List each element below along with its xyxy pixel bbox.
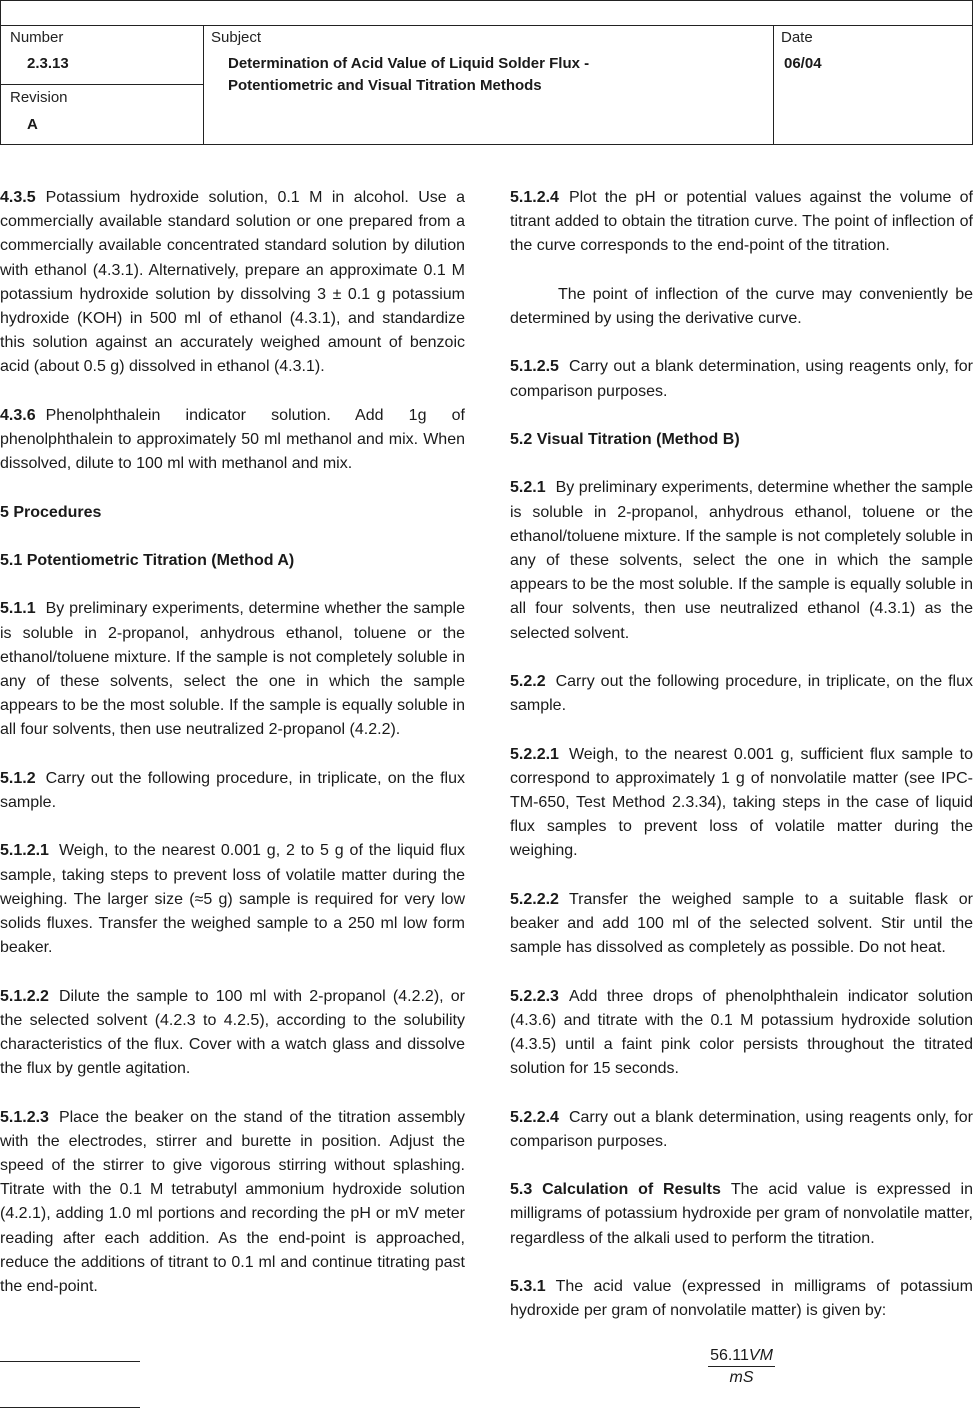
paragraph-number: 5.2.2.3	[510, 987, 559, 1005]
paragraph: The point of inflection of the curve may conveniently be determined by using the derivative curve.	[510, 285, 973, 327]
numbered-paragraph	[510, 670, 973, 718]
paragraph-number: 5.1.2	[0, 769, 36, 787]
numbered-paragraph	[510, 355, 973, 403]
numbered-paragraph	[510, 186, 973, 259]
footnote-rule-1	[0, 1361, 140, 1362]
paragraph-text: Phenolphthalein indicator solution. Add 1g of phenolphthalein to approximately 50 ml methanol and mix. When dissolved, dilute to 100 ml with methanol and mix.	[0, 406, 465, 473]
paragraph-text: Carry out a blank determination, using reagents only, for comparison purposes.	[510, 358, 973, 400]
numbered-paragraph	[510, 1178, 973, 1251]
paragraph-number: 5.1.2.3	[0, 1108, 49, 1126]
formula-numerator	[708, 1346, 775, 1367]
paragraph-text: Plot the pH or potential values against the volume of titrant added to obtain the titration curve. The point of inflection of the curve corresponds to the end-point of the titration.	[510, 189, 973, 255]
paragraph-number: 5.2.2	[510, 672, 546, 690]
fraction	[708, 1346, 775, 1389]
paragraph-number: 5.3 Calculation of Results	[510, 1181, 721, 1199]
date-cell	[774, 25, 974, 145]
paragraph-text: The acid value is expressed in milligrams of potassium hydroxide per gram of nonvolatile matter, regardless of the alkali used to perform the titration.	[510, 1181, 973, 1247]
paragraph-number: 5.2.1	[510, 479, 546, 497]
subject-line-1: Determination of Acid Value of Liquid Solder Flux -	[228, 55, 590, 72]
numbered-paragraph	[0, 985, 465, 1082]
paragraph-text: Dilute the sample to 100 ml with 2-propanol (4.2.2), or the selected solvent (4.2.3 to 4.2.5), according to the solubility characteristics of the flux. Cover with a watch glass and dissolve the flux by gentle agitation.	[0, 987, 465, 1078]
section-heading: 5 Procedures	[0, 503, 102, 521]
numbered-paragraph	[510, 985, 973, 1082]
section-heading: 5.2 Visual Titration (Method B)	[510, 430, 740, 448]
date-value: 06/04	[784, 55, 822, 72]
paragraph-number: 5.1.2.4	[510, 189, 559, 206]
paragraph-text: Potassium hydroxide solution, 0.1 M in alcohol. Use a commercially available standard solution or one prepared from a commercially available concentrated standard solution by dilution with ethanol (4.3.1). Alternatively, prepare an approximate 0.1 M potassium hydroxide solution by dissolving 3 ± 0.1 g potassium hydroxide (KOH) in 500 ml of ethanol (4.3.1), and standardize this solution against an accurately weighed amount of benzoic acid (about 0.5 g) dissolved in ethanol (4.3.1).	[0, 189, 465, 376]
date-label: Date	[781, 29, 813, 46]
paragraph-number: 5.2.2.4	[510, 1108, 559, 1126]
left-column	[0, 186, 465, 1323]
subject-label: Subject	[211, 29, 262, 46]
number-label: Number	[10, 29, 64, 46]
number-cell	[1, 25, 204, 85]
formula-constant: 56.11	[710, 1346, 749, 1364]
numbered-paragraph	[510, 743, 973, 864]
revision-value: A	[27, 116, 38, 133]
paragraph-text: Transfer the weighed sample to a suitable flask or beaker and add 100 ml of the selected solvent. Stir until the sample has dissolved as completely as possible. Do not heat.	[510, 890, 973, 957]
paragraph-text: Place the beaker on the stand of the titration assembly with the electrodes, stirrer and burette in position. Adjust the speed of the stirrer to give vigorous stirring without splashing. Titrate with the 0.1 M tetrabutyl ammonium hydroxide solution (4.2.1), adding 1.0 ml portions and recording the pH or mV meter reading after each addition. As the end-point is approached, reduce the additions of titrant to 0.1 ml and continue titrating past the end-point.	[0, 1108, 465, 1296]
paragraph-number: 5.1.1	[0, 600, 36, 618]
paragraph-number: 4.3.6	[0, 406, 36, 424]
number-value: 2.3.13	[27, 55, 69, 72]
numbered-paragraph	[510, 1275, 973, 1323]
paragraph-number: 5.2.2.2	[510, 890, 559, 908]
subject-line-2: Potentiometric and Visual Titration Methods	[228, 77, 542, 94]
paragraph-number: 5.1.2.2	[0, 987, 49, 1005]
paragraph-text: Carry out a blank determination, using reagents only, for comparison purposes.	[510, 1108, 973, 1150]
acid-value-formula	[510, 1346, 973, 1390]
header-top-bar	[1, 1, 972, 26]
paragraph-text: The acid value (expressed in milligrams of potassium hydroxide per gram of nonvolatile matter) is given by:	[510, 1277, 973, 1320]
numbered-paragraph	[0, 1106, 465, 1300]
paragraph-number: 5.3.1	[510, 1277, 546, 1295]
numbered-paragraph	[510, 1106, 973, 1154]
numbered-paragraph	[0, 186, 465, 380]
paragraph-number: 5.2.2.1	[510, 745, 559, 763]
document-header-table	[0, 0, 973, 145]
paragraph-text: Weigh, to the nearest 0.001 g, sufficient flux sample to correspond to approximately 1 g of nonvolatile matter (see IPC-TM-650, Test Method 2.3.34), taking steps in the case of liquid flux samples to prevent loss of volatile matter during the weighing.	[510, 745, 973, 860]
numbered-paragraph	[0, 767, 465, 815]
paragraph-text: Carry out the following procedure, in triplicate, on the flux sample.	[510, 672, 973, 715]
right-column	[510, 186, 973, 1390]
paragraph-number: 5.1.2.5	[510, 358, 559, 376]
paragraph-text: Add three drops of phenolphthalein indicator solution (4.3.6) and titrate with the 0.1 M potassium hydroxide solution (4.3.5) until a faint pink color persists throughout the titrated solution for 15 seconds.	[510, 987, 973, 1078]
numbered-paragraph	[0, 404, 465, 477]
numbered-paragraph	[0, 597, 465, 742]
paragraph-number: 5.1.2.1	[0, 842, 49, 860]
section-heading: 5.1 Potentiometric Titration (Method A)	[0, 552, 295, 569]
footnote-rule-2	[0, 1407, 140, 1408]
paragraph-number: 4.3.5	[0, 189, 36, 206]
revision-label: Revision	[10, 89, 68, 106]
numbered-paragraph	[510, 476, 973, 645]
numbered-paragraph	[510, 888, 973, 961]
paragraph-text: Weigh, to the nearest 0.001 g, 2 to 5 g of the liquid flux sample, taking steps to prevent loss of volatile matter during the weighing. The larger size (≈5 g) sample is required for very low solids fluxes. Transfer the weighed sample to a 250 ml low form beaker.	[0, 842, 465, 957]
paragraph-text: Carry out the following procedure, in triplicate, on the flux sample.	[0, 769, 465, 811]
formula-variables: VM	[748, 1346, 773, 1364]
revision-cell	[1, 85, 204, 145]
formula-denominator: mS	[729, 1368, 754, 1386]
paragraph-text: By preliminary experiments, determine whether the sample is soluble in 2-propanol, anhydrous ethanol, toluene or the ethanol/toluene mixture. If the sample is not completely soluble in any of these solvents, select the one in which the sample appears to be the most soluble. If the sample is equally soluble in all four solvents, then use neutralized ethanol (4.3.1) as the selected solvent.	[510, 479, 973, 642]
paragraph-text: By preliminary experiments, determine whether the sample is soluble in 2-propanol, anhydrous ethanol, toluene or the ethanol/toluene mixture. If the sample is not completely soluble in any of these solvents, select the one in which the sample appears to be the most soluble. If the sample is equally soluble in all four solvents, then use neutralized 2-propanol (4.2.2).	[0, 600, 465, 739]
numbered-paragraph	[0, 839, 465, 960]
subject-cell	[204, 25, 774, 145]
